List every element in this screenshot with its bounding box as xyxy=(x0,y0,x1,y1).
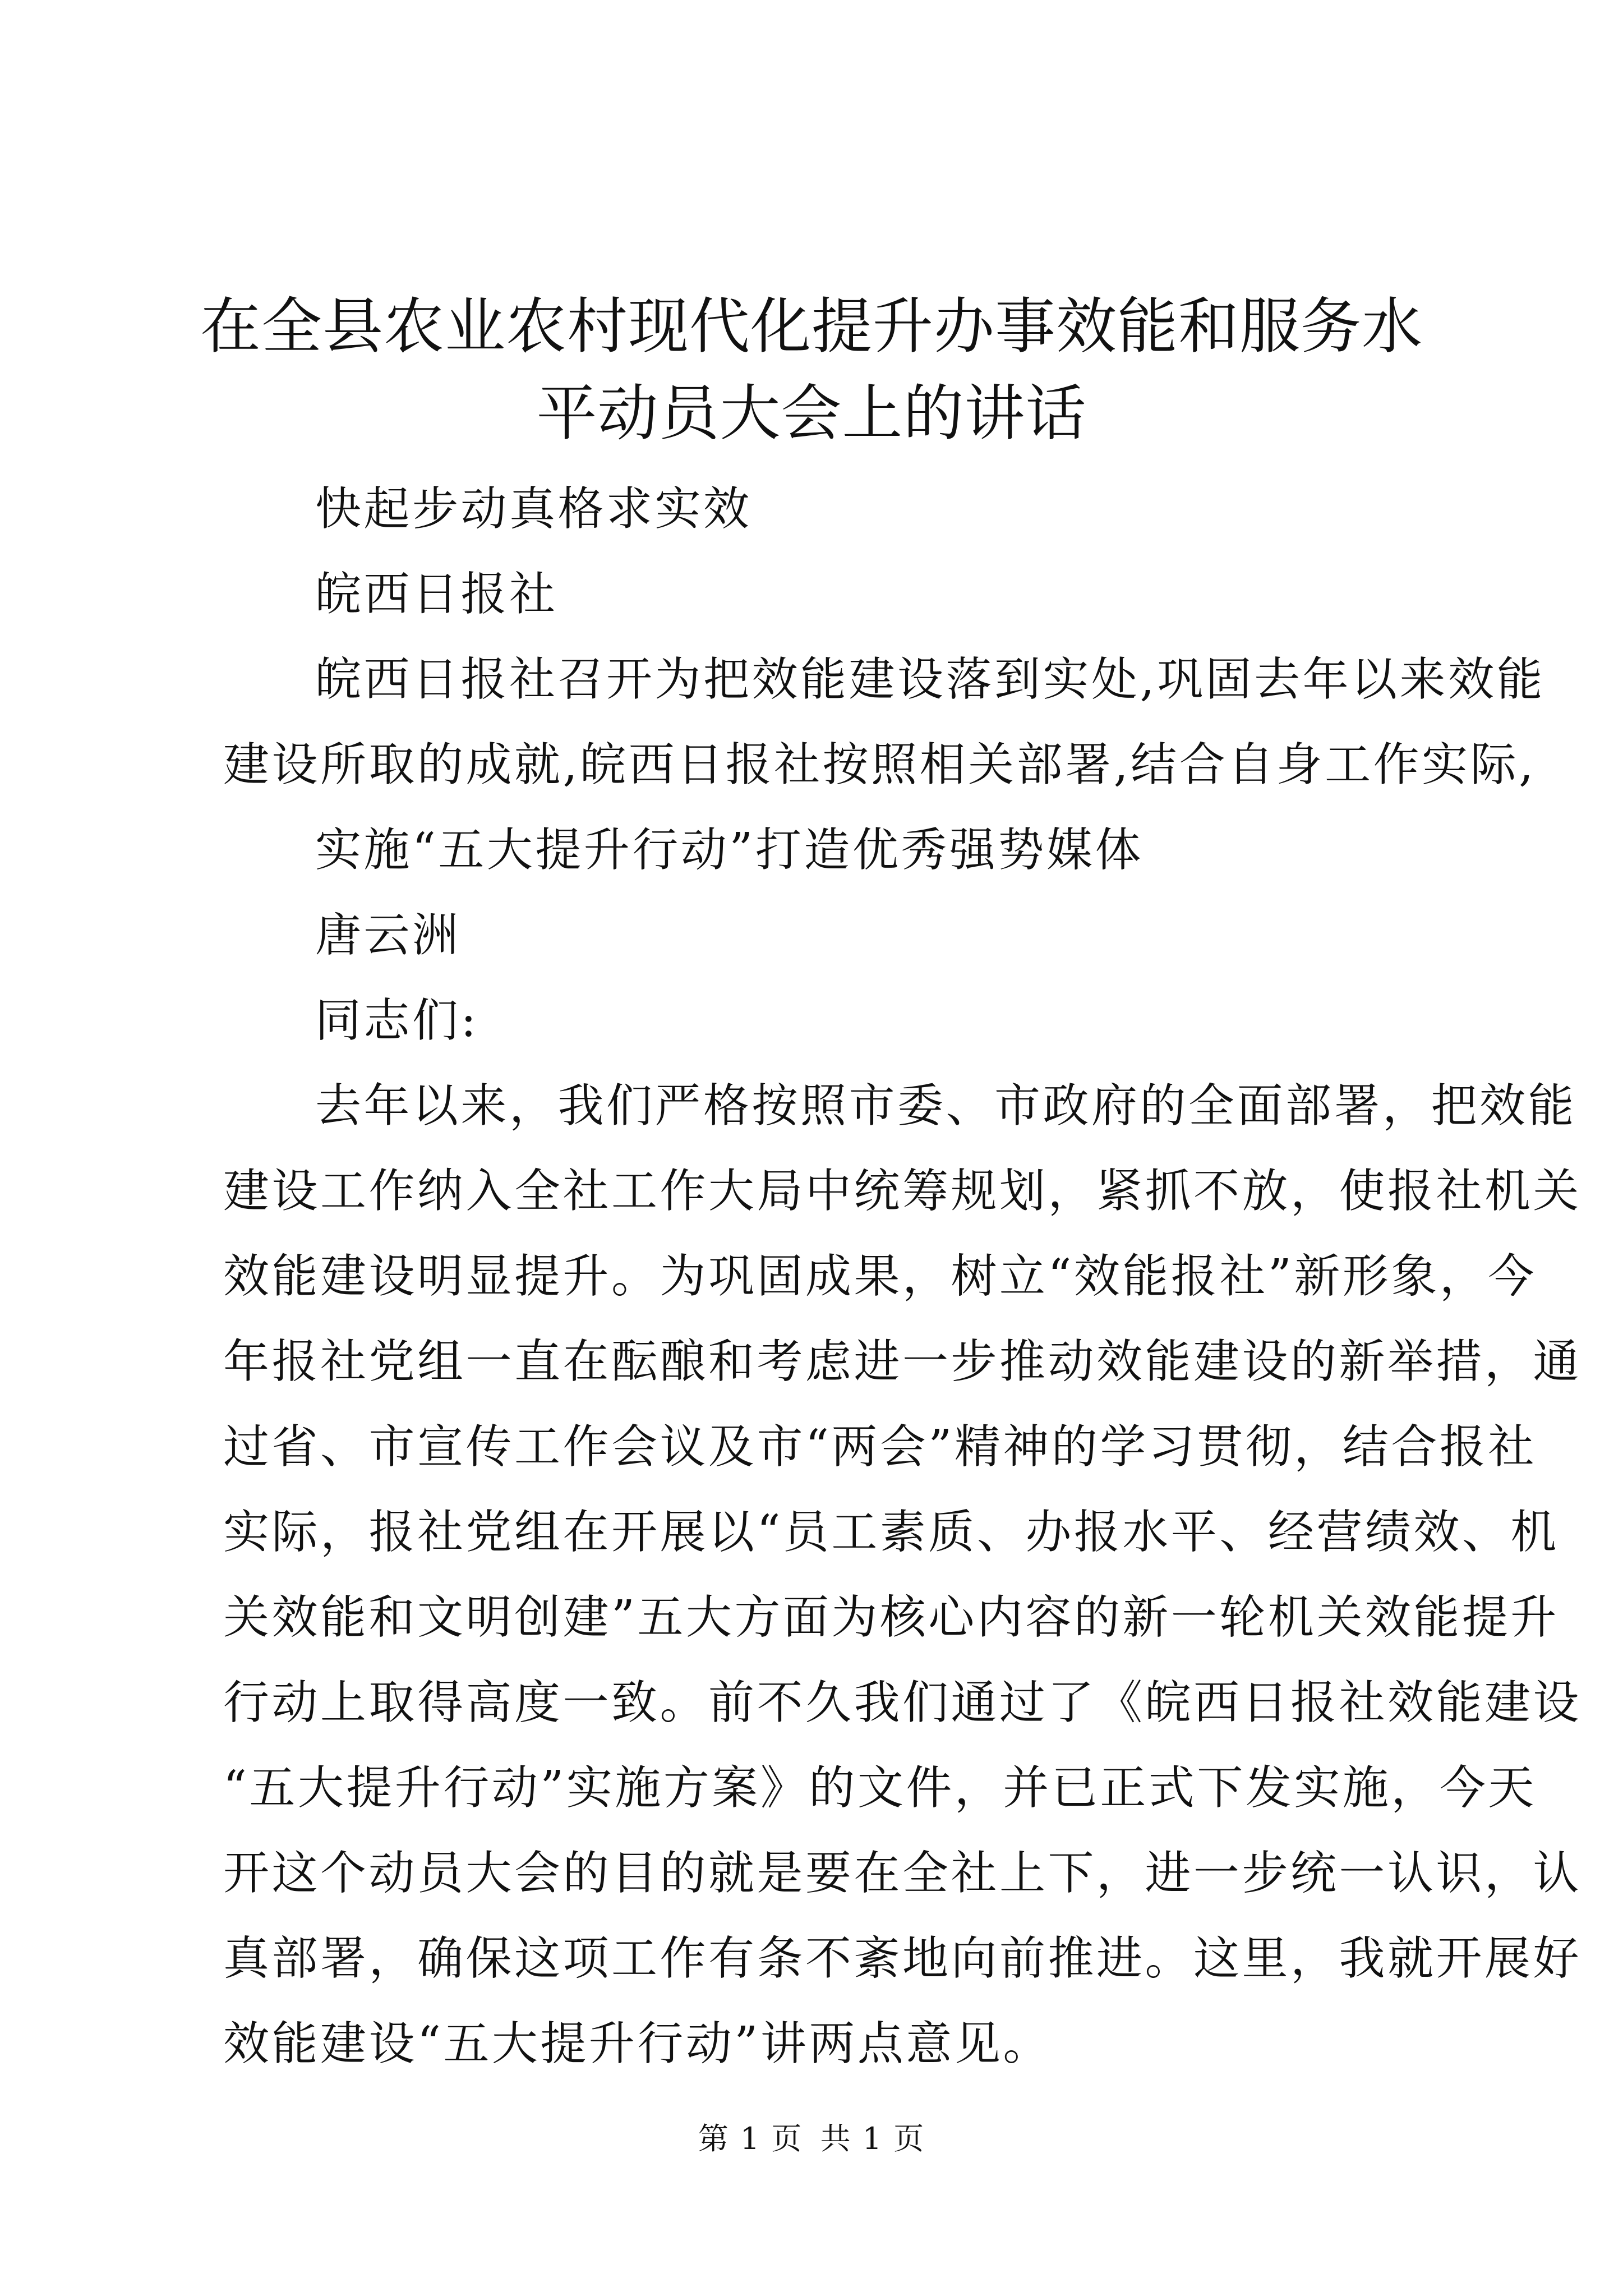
text-line: “五大提升行动”实施方案》的文件，并已正式下发实施，今天 xyxy=(223,1761,1537,1815)
text-line: 过省、市宣传工作会议及市“两会”精神的学习贯彻，结合报社 xyxy=(223,1420,1537,1474)
page-number: 第 1 页 xyxy=(698,2121,803,2156)
document-body xyxy=(223,467,1582,2087)
salutation xyxy=(223,978,1422,1064)
text-line: 去年以来，我们严格按照市委、市政府的全面部署，把效能 xyxy=(315,1079,1577,1133)
title-line-2: 平动员大会上的讲话 xyxy=(536,379,1087,449)
organization-name xyxy=(223,552,1422,637)
text-line: 同志们: xyxy=(315,994,479,1047)
text-line: 实施“五大提升行动”打造优秀强势媒体 xyxy=(315,823,1144,877)
text-line: 关效能和文明创建”五大方面为核心内容的新一轮机关效能提升 xyxy=(223,1591,1559,1644)
text-line: 开这个动员大会的目的就是要在全社上下，进一步统一认识，认 xyxy=(223,1847,1582,1900)
page-footer xyxy=(0,2119,1623,2159)
text-line: 真部署，确保这项工作有条不紊地向前推进。这里，我就开展好 xyxy=(223,1932,1582,1985)
text-line: 建设工作纳入全社工作大局中统筹规划，紧抓不放，使报社机关 xyxy=(223,1165,1582,1218)
title-line-1: 在全县农业农村现代化提升办事效能和服务水 xyxy=(200,292,1423,362)
page-total: 共 1 页 xyxy=(820,2121,925,2156)
text-line: 实际，报社党组在开展以“员工素质、办报水平、经营绩效、机 xyxy=(223,1506,1559,1559)
intro-paragraph xyxy=(223,637,1546,808)
text-line: 快起步动真格求实效 xyxy=(315,482,752,536)
main-paragraph xyxy=(223,1064,1582,2087)
text-line: 建设所取的成就,皖西日报社按照相关部署,结合自身工作实际, xyxy=(223,738,1536,792)
text-line: 唐云洲 xyxy=(315,909,461,962)
text-line: 皖西日报社 xyxy=(315,568,558,621)
document-title xyxy=(185,283,1438,457)
subtitle-slogan xyxy=(223,467,1422,552)
text-line: 行动上取得高度一致。前不久我们通过了《皖西日报社效能建设 xyxy=(223,1676,1582,1729)
speaker-name xyxy=(223,893,1422,978)
text-line: 效能建设明显提升。为巩固成果，树立“效能报社”新形象，今 xyxy=(223,1250,1537,1303)
text-line: 效能建设“五大提升行动”讲两点意见。 xyxy=(223,2017,1052,2070)
speech-heading xyxy=(223,808,1422,893)
text-line: 年报社党组一直在酝酿和考虑进一步推动效能建设的新举措，通 xyxy=(223,1335,1582,1388)
text-line: 皖西日报社召开为把效能建设落到实处,巩固去年以来效能 xyxy=(315,653,1546,706)
